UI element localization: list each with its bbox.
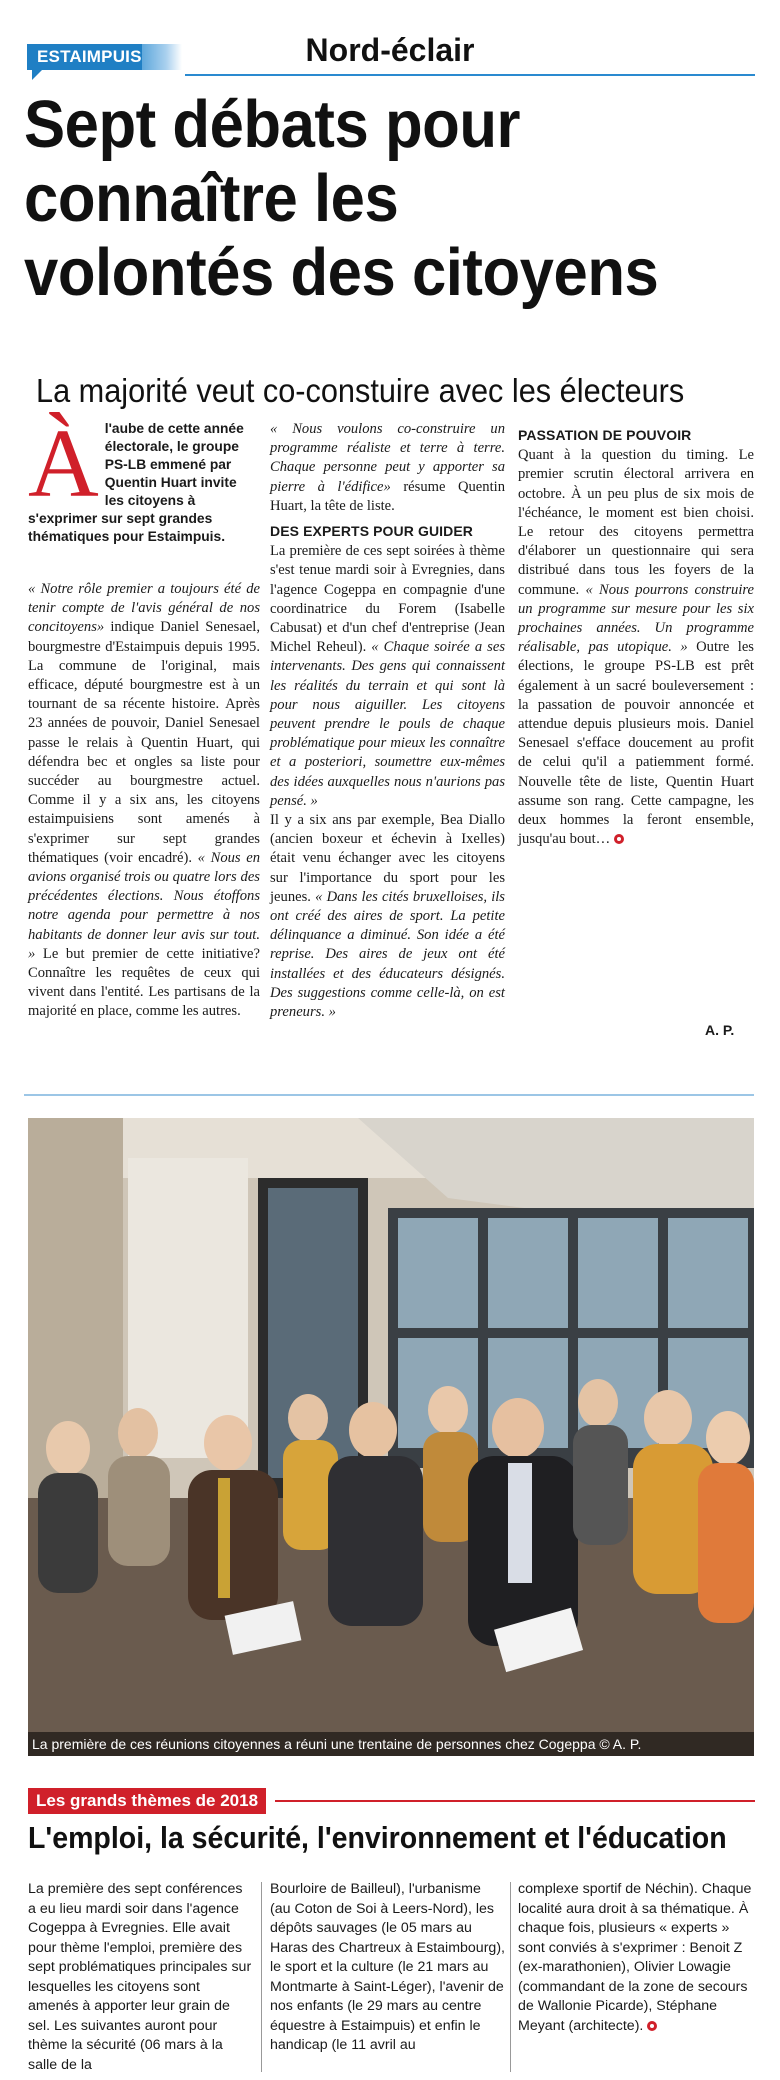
box-text: complexe sportif de Néchin). Chaque localité aura droit à sa thématique. À chaque fois, plusieurs « experts » sont conviés à s'exprimer : Benoit Z (ex-marathonien), Olivier Lowagie (commandant de la zone de secours de Wallonie Picarde), Stéphane Meyant (architecte).	[518, 1881, 752, 2034]
article-column-3	[518, 420, 754, 849]
quote: « Chaque soirée a ses intervenants. Des gens qui connaissent les réalités du terrain et qui sont là pour nous aiguiller. Les citoyens peuvent prendre le pouls de chaque problématique pour mieux les connaître et a posteriori, soumettre eux-mêmes des idées auxquelles nous n'aurions pas pensé. »	[270, 639, 505, 809]
body-text: Quant à la question du timing. Le premier scrutin électoral arrivera en octobre. À un peu plus de six mois de l'échéance, le moment est bien choisi. Le retour des citoyens permettra d'élaborer un questionnaire qui sera distribué dans tous les foyers de la commune.	[518, 447, 754, 598]
quote: « Notre rôle premier a toujours été de tenir compte de l'avis général de nos concitoyens»	[28, 581, 260, 636]
section-tag-pointer	[32, 70, 42, 80]
column-divider	[261, 1882, 262, 2072]
author-signature: A. P.	[705, 1022, 735, 1038]
quote: « Nous voulons co-construire un programme réaliste et terre à terre. Chaque personne peut y apporter sa pierre à l'édifice»	[270, 421, 505, 495]
box-text: La première des sept conférences a eu lieu mardi soir dans l'agence Cogeppa à Evregnies. Elle avait pour thème l'emploi, première des sept problématiques principales sur lesquelles les citoyens sont amenés à apporter leur grain de sel. Les suivantes auront pour thème la sécurité (06 mars à la salle de la	[28, 1881, 252, 2073]
box-text: Bourloire de Bailleul), l'urbanisme (au Coton de Soi à Leers-Nord), les dépôts sauvages (le 05 mars au Haras des Chartreux à Estaimbourg), le sport et la culture (le 21 mars au Montmarte à Saint-Léger), l'avenir de nos enfants (le 29 mars au centre équestre à Estaimpuis) et enfin le handicap (le 11 avril au	[270, 1881, 505, 2053]
quote: « Dans les cités bruxelloises, ils ont créé des aires de sport. La petite délinquance a diminué. Son idée a été reprise. Des aires de jeux ont été installées et des éducateurs désignés. Des suggestions comme celle-là, on est preneurs. »	[270, 888, 505, 1021]
box-title: L'emploi, la sécurité, l'environnement et l'éducation	[28, 1820, 727, 1855]
body-text: indique Daniel Senesael, bourgmestre d'Estaimpuis depuis 1995. La commune de l'original, mais efficace, député bourgmestre est à un tournant de sa récente histoire. Après 23 années de pouvoir, Daniel Senesael passe le relais à Quentin Huart, qui défendra bec et ongles sa liste pour succéder au bourgmestre actuel. Comme il y a six ans, les citoyens estaimpuisiens sont amenés à s'exprimer sur sept grandes thématiques (voir encadré).	[28, 619, 260, 866]
column-divider	[510, 1882, 511, 2072]
box-tag: Les grands thèmes de 2018	[28, 1788, 266, 1814]
body-text: Il y a six ans par exemple, Bea Diallo (ancien boxeur et échevin à Ixelles) était venu échanger avec les citoyens sur l'importance du sport pour les jeunes.	[270, 812, 505, 905]
article-photo	[28, 1118, 754, 1756]
box-column-2	[270, 1880, 505, 2056]
body-text: Outre les élections, le groupe PS-LB est prêt également à un sacré bouleversement : la passation de pouvoir annoncée et attendue depuis plusieurs mois. Daniel Senesael s'efface doucement au profit de celui qu'il a patiemment formé. Nouvelle tête de liste, Quentin Huart assume son rang. Cette campagne, les deux hommes la feront ensemble, jusqu'au bout…	[518, 639, 754, 848]
body-text: résume Quentin Huart, la tête de liste.	[270, 478, 505, 514]
body-text: La première de ces sept soirées à thème s'est tenue mardi soir à Evregnies, dans l'agence Cogeppa en compagnie d'une coordinatrice du Forem (Isabelle Cabusat) et d'un chef d'entreprise (Jean Michel Reheul).	[270, 543, 505, 656]
headline-line-2: connaître les	[24, 161, 399, 236]
subtitle: La majorité veut co-constuire avec les électeurs	[36, 372, 685, 409]
caption-text: La première de ces réunions citoyennes a réuni une trentaine de personnes chez Cogeppa	[32, 1736, 596, 1752]
photo-credit: © A. P.	[599, 1736, 642, 1752]
box-rule	[275, 1800, 755, 1802]
lead-block	[28, 410, 253, 546]
end-mark-icon	[614, 834, 624, 844]
header-rule	[185, 74, 755, 76]
headline	[24, 88, 760, 310]
subheading-passation: PASSATION DE POUVOIR	[518, 427, 692, 443]
section-tag: ESTAIMPUIS	[27, 44, 152, 70]
section-separator	[24, 1094, 754, 1096]
subheading-experts: DES EXPERTS POUR GUIDER	[270, 523, 474, 540]
article-column-2	[270, 420, 505, 1022]
photo-caption	[28, 1732, 754, 1756]
drop-cap: À	[28, 410, 99, 518]
box-column-1	[28, 1880, 253, 2075]
headline-line-3: volontés des citoyens	[24, 235, 659, 310]
box-column-3	[518, 1880, 754, 2036]
headline-line-1: Sept débats pour	[24, 87, 521, 162]
article-column-1	[28, 580, 260, 1022]
quote: « Nous en avions organisé trois ou quatre lors des précédentes élections. Nous étoffons notre agenda pour permettre à nos habitants de donner leur avis sur tout. »	[28, 849, 260, 962]
publication-name: Nord-éclair	[305, 32, 475, 68]
lead-text: l'aube de cette année électorale, le groupe PS-LB emmené par Quentin Huart invite les citoyens à s'exprimer sur sept grandes thématiques pour Estaimpuis.	[28, 421, 244, 544]
photo-illustration	[28, 1118, 754, 1756]
end-mark-icon	[647, 2021, 657, 2031]
body-text: Le but premier de cette initiative? Connaître les requêtes de ceux qui vivent dans l'entité. Les partisans de la majorité en place, comme les autres.	[28, 945, 260, 1020]
quote: « Nous pourrons construire un programme sur mesure pour les six prochaines années. Un programme réalisable, pas utopique. »	[518, 581, 754, 656]
